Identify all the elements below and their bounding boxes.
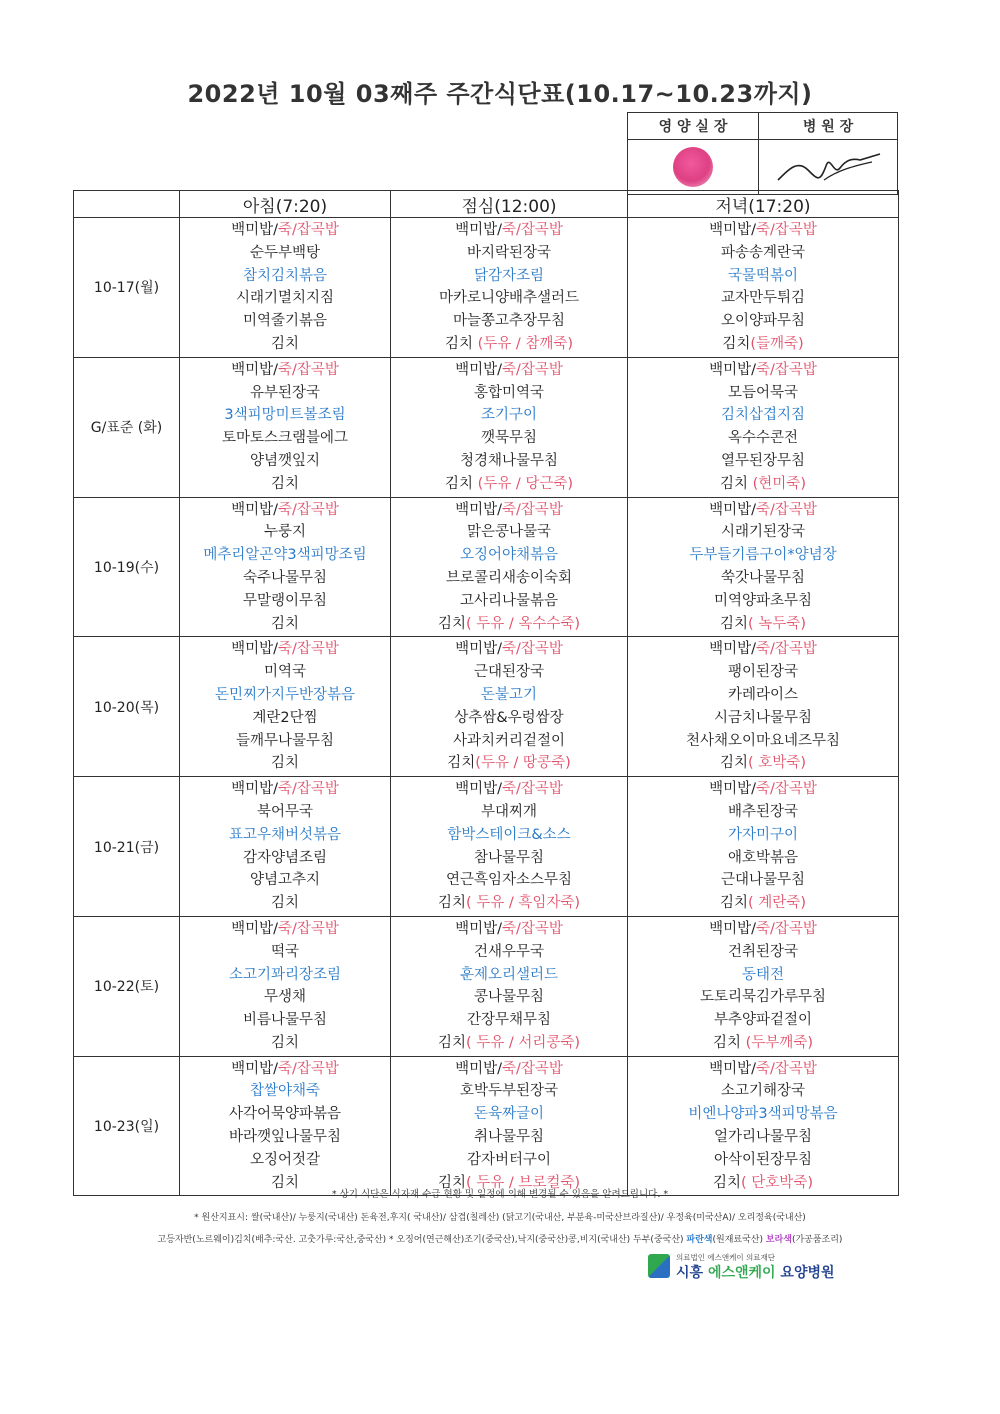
menu-item-option: 죽/잡곡밥 bbox=[501, 641, 563, 658]
menu-item bbox=[628, 752, 898, 775]
hospital-foundation-name: 의료법인 에스앤케이 의료재단 bbox=[676, 1253, 775, 1262]
hospital-name-city: 시흥 bbox=[676, 1265, 708, 1281]
menu-item bbox=[180, 359, 390, 382]
menu-item bbox=[628, 778, 898, 801]
menu-item bbox=[180, 219, 390, 242]
menu-item: 토마토스크램블에그 bbox=[221, 430, 349, 447]
menu-item: 양념고추지 bbox=[249, 872, 321, 889]
header-lunch: 점심(12:00) bbox=[391, 191, 628, 218]
menu-item: 근대된장국 bbox=[473, 664, 545, 681]
menu-item-main: 백미밥/ bbox=[709, 781, 756, 798]
day-label: 10-20(목) bbox=[74, 637, 180, 777]
breakfast-cell bbox=[180, 357, 391, 497]
dinner-cell bbox=[628, 218, 899, 358]
day-label: 10-22(토) bbox=[74, 916, 180, 1056]
menu-item: 들깨무나물무침 bbox=[235, 732, 335, 749]
menu-item: 김치삽겹지짐 bbox=[720, 407, 806, 424]
menu-item: 떡국 bbox=[270, 943, 299, 960]
menu-item: 북어무국 bbox=[256, 803, 314, 820]
day-label: 10-17(월) bbox=[74, 218, 180, 358]
menu-item-option: (들깨죽) bbox=[750, 335, 804, 352]
menu-item-option: 죽/잡곡밥 bbox=[277, 1060, 339, 1077]
menu-item: 열무된장무침 bbox=[720, 452, 806, 469]
menu-item: 마카로니양배추샐러드 bbox=[438, 290, 580, 307]
menu-item: 메추리알곤약3색피망조림 bbox=[203, 547, 367, 564]
menu-item: 상추쌈&우렁쌈장 bbox=[454, 709, 564, 726]
menu-item-option: 죽/잡곡밥 bbox=[277, 501, 339, 518]
header-day bbox=[74, 191, 180, 218]
menu-item: 감자양념조림 bbox=[242, 849, 328, 866]
menu-item-main: 백미밥/ bbox=[455, 361, 502, 378]
menu-item: 참나물무침 bbox=[473, 849, 545, 866]
menu-item: 가자미구이 bbox=[727, 826, 799, 843]
menu-item-main: 백미밥/ bbox=[231, 501, 278, 518]
hospital-name bbox=[676, 1262, 835, 1282]
menu-item: 오징어야채볶음 bbox=[459, 547, 559, 564]
menu-item: 순두부백탕 bbox=[249, 244, 321, 261]
menu-item-main: 김치 bbox=[437, 1034, 466, 1051]
menu-item-option: ( 계란죽) bbox=[748, 895, 806, 912]
menu-item-main: 백미밥/ bbox=[709, 222, 756, 238]
menu-item-main: 김치 bbox=[444, 475, 478, 492]
menu-item-main: 백미밥/ bbox=[231, 222, 278, 238]
hospital-name-brand: 에스앤케이 bbox=[707, 1265, 776, 1281]
menu-item bbox=[391, 892, 627, 915]
menu-item bbox=[391, 219, 627, 242]
dinner-cell bbox=[628, 497, 899, 637]
menu-item bbox=[628, 333, 898, 356]
menu-item: 미역국 bbox=[263, 664, 307, 681]
menu-item-main: 백미밥/ bbox=[455, 781, 502, 798]
menu-item: 시금치나물무침 bbox=[713, 709, 813, 726]
menu-item bbox=[628, 499, 898, 522]
menu-item bbox=[180, 918, 390, 941]
menu-item: 팽이된장국 bbox=[727, 664, 799, 681]
menu-item-main: 김치 bbox=[437, 615, 466, 632]
menu-item bbox=[391, 499, 627, 522]
menu-item-main: 백미밥/ bbox=[709, 920, 756, 937]
menu-item: 국물떡볶이 bbox=[727, 267, 799, 284]
day-label: G/표준 (화) bbox=[74, 357, 180, 497]
menu-item: 사과치커리겉절이 bbox=[452, 732, 566, 749]
menu-item-main: 백미밥/ bbox=[231, 1060, 278, 1077]
menu-item-option: (두유 / 참깨죽) bbox=[477, 335, 574, 352]
menu-item-option: ( 두유 / 옥수수죽) bbox=[465, 615, 581, 632]
menu-item-option: 죽/잡곡밥 bbox=[277, 781, 339, 798]
menu-item-main: 백미밥/ bbox=[231, 641, 278, 658]
menu-item: 근대나물무침 bbox=[720, 872, 806, 889]
menu-item: 도토리묵김가루무침 bbox=[699, 989, 827, 1006]
menu-item-option: (두유 / 땅콩죽) bbox=[475, 755, 571, 772]
menu-item: 파송송계란국 bbox=[720, 244, 806, 261]
menu-item: 옥수수콘전 bbox=[727, 430, 799, 447]
menu-item-option: 죽/잡곡밥 bbox=[501, 222, 563, 238]
origin-line2-mid: (원재료국산) bbox=[712, 1235, 766, 1245]
menu-item-option: 죽/잡곡밥 bbox=[277, 641, 339, 658]
menu-item bbox=[391, 1058, 627, 1081]
menu-item: 미역양파초무침 bbox=[713, 592, 813, 609]
menu-item: 참치김치볶음 bbox=[242, 267, 328, 284]
menu-item bbox=[628, 1032, 898, 1055]
day-row bbox=[74, 218, 899, 358]
nutritionist-seal-cell bbox=[628, 140, 759, 195]
menu-item: 건새우무국 bbox=[473, 943, 545, 960]
header-breakfast: 아침(7:20) bbox=[180, 191, 391, 218]
menu-item bbox=[628, 613, 898, 636]
menu-item: 바라깻잎나물무침 bbox=[228, 1129, 342, 1146]
signature-icon bbox=[768, 140, 888, 190]
day-row bbox=[74, 637, 899, 777]
menu-item: 카레라이스 bbox=[727, 686, 799, 703]
day-row bbox=[74, 777, 899, 917]
menu-item: 돈육짜글이 bbox=[473, 1106, 545, 1123]
menu-item: 청경채나물무침 bbox=[459, 452, 559, 469]
day-label: 10-19(수) bbox=[74, 497, 180, 637]
menu-item-option: 죽/잡곡밥 bbox=[277, 361, 339, 378]
menu-item: 돈불고기 bbox=[480, 686, 538, 703]
menu-item bbox=[391, 918, 627, 941]
menu-item: 함박스테이크&소스 bbox=[447, 826, 571, 843]
menu-item bbox=[391, 613, 627, 636]
menu-item: 교자만두튀김 bbox=[720, 290, 806, 307]
menu-item: 건취된장국 bbox=[727, 943, 799, 960]
lunch-cell bbox=[391, 637, 628, 777]
breakfast-cell bbox=[180, 497, 391, 637]
menu-item-option: 죽/잡곡밥 bbox=[755, 920, 817, 937]
menu-item bbox=[180, 638, 390, 661]
menu-item-main: 백미밥/ bbox=[231, 361, 278, 378]
menu-item: 양념깻잎지 bbox=[249, 452, 321, 469]
menu-item: 사각어묵양파볶음 bbox=[228, 1106, 342, 1123]
menu-item-option: 죽/잡곡밥 bbox=[755, 1060, 817, 1077]
menu-item-main: 김치 bbox=[437, 1174, 466, 1191]
menu-item: 오징어젓갈 bbox=[249, 1151, 321, 1168]
header-dinner: 저녁(17:20) bbox=[628, 191, 899, 218]
dinner-cell bbox=[628, 777, 899, 917]
menu-item: 누룽지 bbox=[263, 524, 307, 541]
menu-item-main: 백미밥/ bbox=[455, 222, 502, 238]
menu-item-main: 김치 bbox=[437, 895, 466, 912]
menu-item bbox=[391, 359, 627, 382]
menu-item-main: 백미밥/ bbox=[709, 501, 756, 518]
menu-item-main: 백미밥/ bbox=[455, 641, 502, 658]
menu-item: 표고우채버섯볶음 bbox=[228, 826, 342, 843]
breakfast-cell bbox=[180, 637, 391, 777]
menu-item-option: ( 녹두죽) bbox=[748, 615, 806, 632]
menu-item: 맑은콩나물국 bbox=[466, 524, 552, 541]
approval-director-label: 병 원 장 bbox=[759, 113, 898, 140]
menu-item-option: ( 두유 / 흑임자죽) bbox=[465, 895, 581, 912]
menu-item-main: 백미밥/ bbox=[231, 781, 278, 798]
menu-item: 시래기멸치지짐 bbox=[235, 290, 335, 307]
menu-item: 동태전 bbox=[741, 966, 785, 983]
menu-item: 훈제오리샐러드 bbox=[459, 966, 559, 983]
origin-blue-legend: 파란색 bbox=[686, 1235, 713, 1245]
day-row bbox=[74, 1056, 899, 1196]
menu-item bbox=[391, 778, 627, 801]
menu-item-main: 백미밥/ bbox=[709, 1060, 756, 1077]
menu-item-option: 죽/잡곡밥 bbox=[501, 781, 563, 798]
menu-item bbox=[628, 638, 898, 661]
menu-item bbox=[180, 1058, 390, 1081]
menu-item: 유부된장국 bbox=[249, 384, 321, 401]
hospital-name-type: 요양병원 bbox=[775, 1265, 835, 1281]
dinner-cell bbox=[628, 1056, 899, 1196]
menu-item bbox=[180, 778, 390, 801]
breakfast-cell bbox=[180, 1056, 391, 1196]
menu-item: 연근흑임자소스무침 bbox=[445, 872, 573, 889]
menu-item-option: 죽/잡곡밥 bbox=[277, 222, 339, 238]
menu-item-main: 백미밥/ bbox=[231, 920, 278, 937]
menu-item-main: 김치 bbox=[722, 335, 751, 352]
hospital-logo bbox=[648, 1252, 848, 1282]
breakfast-cell bbox=[180, 777, 391, 917]
day-label: 10-21(금) bbox=[74, 777, 180, 917]
menu-item-main: 김치 bbox=[447, 755, 476, 772]
menu-item: 계란2단찜 bbox=[252, 709, 318, 726]
menu-item: 김치 bbox=[270, 335, 299, 352]
lunch-cell bbox=[391, 777, 628, 917]
menu-item bbox=[628, 473, 898, 496]
menu-item bbox=[628, 359, 898, 382]
menu-item: 홍합미역국 bbox=[473, 384, 545, 401]
menu-item: 고사리나물볶음 bbox=[459, 592, 559, 609]
lunch-cell bbox=[391, 1056, 628, 1196]
day-row bbox=[74, 357, 899, 497]
origin-purple-legend: 보라색 bbox=[765, 1235, 792, 1245]
menu-item: 얼가리나물무침 bbox=[713, 1129, 813, 1146]
day-row bbox=[74, 497, 899, 637]
menu-item: 배추된장국 bbox=[727, 803, 799, 820]
menu-item bbox=[180, 499, 390, 522]
menu-item: 미역줄기볶음 bbox=[242, 313, 328, 330]
page-title: 2022년 10월 03째주 주간식단표(10.17~10.23까지) bbox=[187, 80, 813, 108]
day-label: 10-23(일) bbox=[74, 1056, 180, 1196]
menu-item-option: 죽/잡곡밥 bbox=[501, 920, 563, 937]
menu-item-option: 죽/잡곡밥 bbox=[277, 920, 339, 937]
menu-item-option: 죽/잡곡밥 bbox=[755, 222, 817, 238]
menu-item: 부추양파겉절이 bbox=[713, 1012, 813, 1029]
menu-item-option: ( 단호박죽) bbox=[741, 1174, 813, 1191]
menu-item: 소고기꽈리장조림 bbox=[228, 966, 342, 983]
lunch-cell bbox=[391, 357, 628, 497]
menu-item: 3색피망미트볼조림 bbox=[224, 407, 346, 424]
menu-item-main: 김치 bbox=[720, 615, 749, 632]
menu-item-option: ( 두유 / 브로컬죽) bbox=[465, 1174, 581, 1191]
menu-item-main: 김치 bbox=[444, 335, 478, 352]
menu-item: 무생채 bbox=[263, 989, 307, 1006]
dinner-cell bbox=[628, 916, 899, 1056]
menu-item-option: (현미죽) bbox=[752, 475, 806, 492]
menu-item: 김치 bbox=[270, 1034, 299, 1051]
menu-item: 부대찌개 bbox=[480, 803, 538, 820]
menu-item: 오이양파무침 bbox=[720, 313, 806, 330]
menu-item-main: 백미밥/ bbox=[455, 1060, 502, 1077]
menu-item: 호박두부된장국 bbox=[459, 1083, 559, 1100]
menu-item: 쑥갓나물무침 bbox=[720, 569, 806, 586]
menu-item-main: 백미밥/ bbox=[455, 920, 502, 937]
menu-item: 모듬어묵국 bbox=[727, 384, 799, 401]
menu-header-row bbox=[74, 191, 899, 218]
menu-item: 바지락된장국 bbox=[466, 244, 552, 261]
menu-item bbox=[391, 473, 627, 496]
lunch-cell bbox=[391, 497, 628, 637]
approval-box bbox=[627, 112, 898, 195]
menu-item: 비름나물무침 bbox=[242, 1012, 328, 1029]
menu-item: 브로콜리새송이숙회 bbox=[445, 569, 573, 586]
menu-item: 무말랭이무침 bbox=[242, 592, 328, 609]
menu-item-option: 죽/잡곡밥 bbox=[501, 361, 563, 378]
menu-item-option: (두부깨죽) bbox=[745, 1034, 813, 1051]
menu-item: 천사채오이마요네즈무침 bbox=[685, 732, 841, 749]
menu-item-main: 김치 bbox=[720, 475, 753, 492]
menu-item: 아삭이된장무침 bbox=[713, 1151, 813, 1168]
origin-line2-end: (가공품조리) bbox=[791, 1235, 843, 1245]
menu-item: 감자버터구이 bbox=[466, 1151, 552, 1168]
menu-item-main: 김치 bbox=[720, 755, 749, 772]
menu-item-option: 죽/잡곡밥 bbox=[501, 501, 563, 518]
director-signature-cell bbox=[759, 140, 898, 195]
menu-item-option: ( 호박죽) bbox=[748, 755, 806, 772]
menu-item-main: 백미밥/ bbox=[455, 501, 502, 518]
menu-item: 소고기해장국 bbox=[720, 1083, 806, 1100]
menu-item-option: (두유 / 당근죽) bbox=[477, 475, 574, 492]
menu-item: 김치 bbox=[270, 895, 299, 912]
menu-item bbox=[391, 1032, 627, 1055]
menu-item: 취나물무침 bbox=[473, 1129, 545, 1146]
menu-item: 간장무채무침 bbox=[466, 1012, 552, 1029]
menu-item: 김치 bbox=[270, 1174, 299, 1191]
menu-item-main: 김치 bbox=[720, 895, 749, 912]
menu-item: 깻묵무침 bbox=[480, 430, 538, 447]
lunch-cell bbox=[391, 916, 628, 1056]
menu-item-option: 죽/잡곡밥 bbox=[755, 361, 817, 378]
approval-nutritionist-label: 영 양 실 장 bbox=[628, 113, 759, 140]
menu-item: 애호박볶음 bbox=[727, 849, 799, 866]
menu-item-option: 죽/잡곡밥 bbox=[755, 501, 817, 518]
menu-item: 조기구이 bbox=[480, 407, 538, 424]
menu-item-option: 죽/잡곡밥 bbox=[755, 641, 817, 658]
day-row bbox=[74, 916, 899, 1056]
menu-item bbox=[628, 219, 898, 242]
origin-line2-text: 고등자반(노르웨이)김치(배추:국산. 고춧가루:국산,중국산) * 오징어(연근해산)조기(중국산),낙지(중국산)콩,비지(국내산) 두부(중국산) bbox=[157, 1235, 687, 1245]
menu-item: 숙주나물무침 bbox=[242, 569, 328, 586]
menu-item-option: 죽/잡곡밥 bbox=[501, 1060, 563, 1077]
menu-item bbox=[391, 333, 627, 356]
menu-item bbox=[391, 638, 627, 661]
menu-item bbox=[628, 1058, 898, 1081]
lunch-cell bbox=[391, 218, 628, 358]
origin-info-line1: * 원산지표시: 쌀(국내산)/ 누룽지(국내산) 돈육전,후지( 국내산)/ 삼겹(칠레산) (닭고기(국내산, 부분육-미국산브라질산)/ 우정육(미국산A)/ 오리정육(국내산) bbox=[194, 1213, 806, 1223]
hospital-logo-icon bbox=[648, 1254, 670, 1278]
menu-item-option: 죽/잡곡밥 bbox=[755, 781, 817, 798]
breakfast-cell bbox=[180, 916, 391, 1056]
origin-info-line2 bbox=[0, 1232, 1000, 1245]
dinner-cell bbox=[628, 357, 899, 497]
menu-item bbox=[628, 918, 898, 941]
menu-item: 콩나물무침 bbox=[473, 989, 545, 1006]
dinner-cell bbox=[628, 637, 899, 777]
menu-item: 마늘쫑고추장무침 bbox=[452, 313, 566, 330]
menu-item: 김치 bbox=[270, 475, 299, 492]
menu-item: 찹쌀야채죽 bbox=[249, 1083, 321, 1100]
menu-item: 김치 bbox=[270, 615, 299, 632]
menu-item-main: 백미밥/ bbox=[709, 641, 756, 658]
menu-item: 두부들기름구이*양념장 bbox=[689, 547, 837, 564]
menu-item: 시래기된장국 bbox=[720, 524, 806, 541]
menu-item-main: 김치 bbox=[713, 1174, 742, 1191]
menu-item-main: 김치 bbox=[713, 1034, 746, 1051]
menu-item: 돈민찌가지두반장볶음 bbox=[214, 686, 356, 703]
menu-item: 김치 bbox=[270, 755, 299, 772]
menu-item-option: ( 두유 / 서리콩죽) bbox=[465, 1034, 581, 1051]
menu-item bbox=[628, 892, 898, 915]
breakfast-cell bbox=[180, 218, 391, 358]
menu-change-note: * 상기 식단은 식자재 수급 현황 및 일정에 의해 변경될 수 있음을 알려드립니다. * bbox=[331, 1189, 669, 1200]
menu-item bbox=[391, 752, 627, 775]
menu-item: 비엔나양파3색피망볶음 bbox=[688, 1106, 838, 1123]
weekly-menu-table bbox=[73, 190, 899, 1196]
menu-item: 닭감자조림 bbox=[473, 267, 545, 284]
menu-item-main: 백미밥/ bbox=[709, 361, 756, 378]
seal-stamp-icon bbox=[673, 147, 713, 187]
